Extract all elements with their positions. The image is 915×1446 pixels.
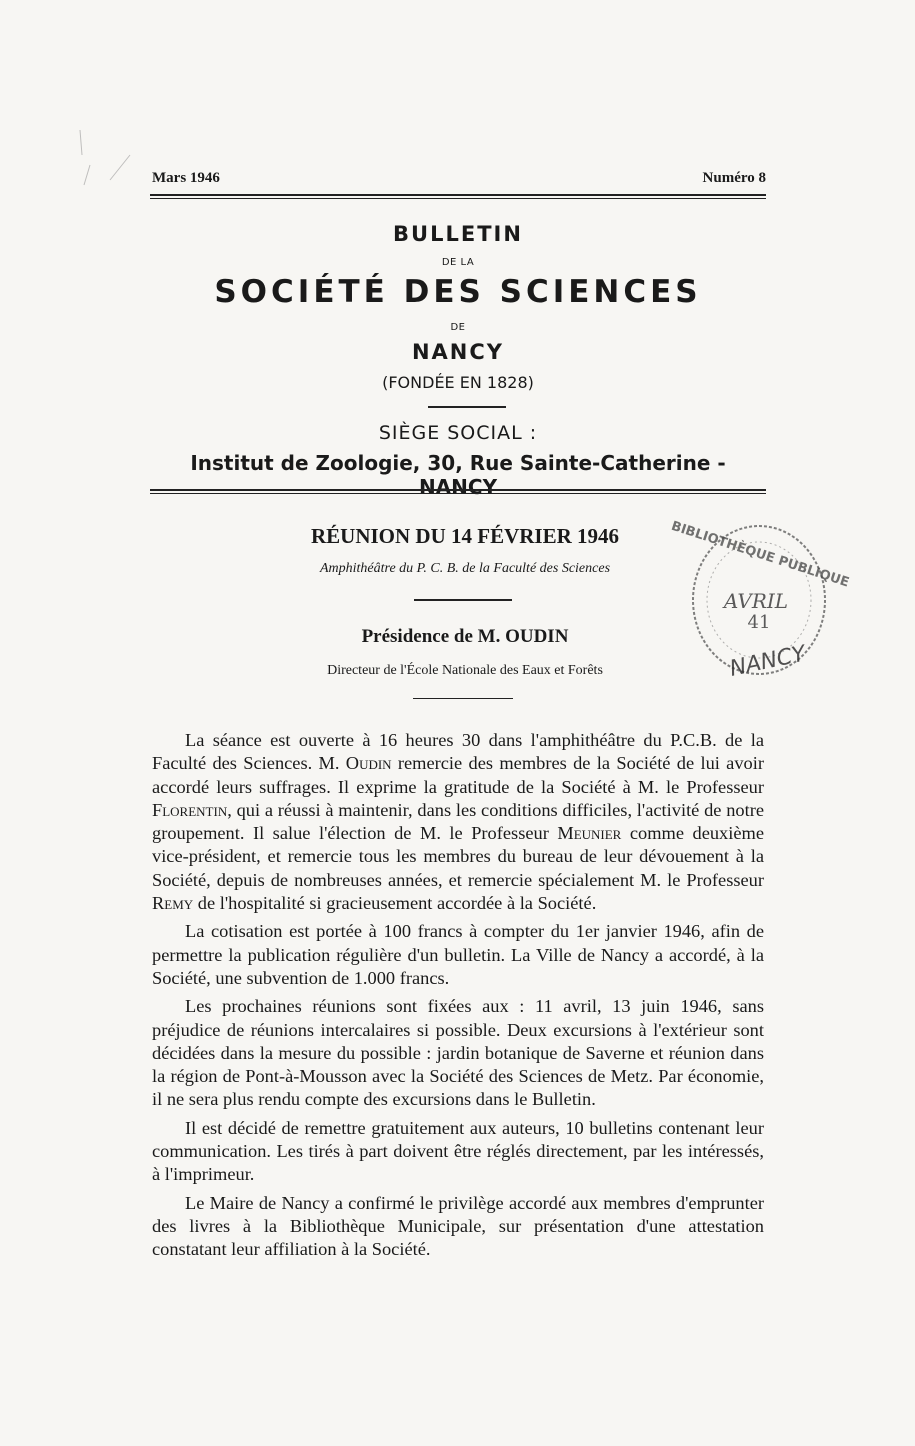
issue-number: Numéro 8 — [702, 170, 766, 186]
society-name: SOCIÉTÉ DES SCIENCES — [214, 274, 702, 310]
paragraph-library: Le Maire de Nancy a confirmé le privilège accordé aux membres d'emprunter des livres à la Bibliothèque Municipale, sur présentation d'une attestation constatant leur affiliation à la Société. — [152, 1192, 764, 1260]
library-stamp — [669, 518, 851, 685]
presidency-line: Présidence de M. OUDIN — [361, 626, 569, 647]
issue-header — [152, 170, 766, 187]
name-remy: Remy — [152, 893, 194, 914]
meeting-minutes — [152, 729, 764, 1267]
de-la-label: DE LA — [441, 257, 475, 268]
stamp-line-3: 41 — [747, 612, 771, 633]
president-role: Directeur de l'École Nationale des Eaux et Forêts — [327, 663, 603, 678]
paragraph-meetings: Les prochaines réunions sont fixées aux : 11 avril, 13 juin 1946, sans préjudice de réunions intercalaires si possible. Deux excursions à l'extérieur sont décidées dans la mesure du possible : jardin botanique de Saverne et réunion dans la région de Pont-à-Mousson avec la Société des Sciences de Metz. Par économie, il ne sera plus rendu compte des excursions dans le Bulletin. — [152, 996, 764, 1110]
name-florentin: Florentin — [152, 799, 228, 820]
paragraph-offprints: Il est décidé de remettre gratuitement aux auteurs, 10 bulletins contenant leur communication. Les tirés à part doivent être réglés directement, par les intéressés, à l'imprimeur. — [152, 1117, 764, 1185]
masthead-bottom-rule — [150, 489, 766, 494]
seat-label: SIÈGE SOCIAL : — [378, 422, 538, 444]
scan-mark-decoration — [70, 125, 140, 215]
meeting-venue: Amphithéâtre du P. C. B. de la Faculté des Sciences — [319, 561, 611, 576]
paragraph-subscription: La cotisation est portée à 100 francs à compter du 1er janvier 1946, afin de permettre la publication régulière d'un bulletin. La Ville de Nancy a accordé, à la Société, une subvention de 1.000 francs. — [152, 921, 764, 988]
name-oudin: Oudin — [345, 753, 392, 774]
stamp-line-1: BIBLIOTHÈQUE PUBLIQUE — [669, 518, 851, 591]
meeting-divider — [414, 599, 512, 601]
section-divider — [413, 698, 513, 699]
issue-date: Mars 1946 — [152, 170, 220, 186]
paragraph-opening: La séance est ouverte à 16 heures 30 dans l'amphithéâtre du P.C.B. de la Faculté des Sciences. M. Oudin remercie des membres de la Société de lui avoir accordé leurs suffrages. Il exprime la gratitude de la Société à M. le Professeur Florentin, qui a réussi à maintenir, dans les conditions difficiles, l'activité de notre groupement. Il salue l'élection de M. le Professeur Meunier comme deuxième vice-président, et remercie tous les membres du bureau de leur dévouement à la Société, depuis de nombreuses années, et remercie spécialement M. le Professeur Remy de l'hospitalité si gracieusement accordée à la Société. — [152, 730, 764, 914]
city-name: NANCY — [411, 340, 505, 364]
name-meunier: Meunier — [557, 823, 622, 844]
stamp-line-2: AVRIL — [723, 589, 789, 613]
stamp-line-4: NANCY — [727, 641, 808, 682]
de-label: DE — [450, 322, 466, 333]
society-address: Institut de Zoologie, 30, Rue Sainte-Catherine - NANCY — [190, 451, 726, 499]
bulletin-title: BULLETIN — [393, 222, 523, 246]
header-rule — [150, 194, 766, 199]
meeting-title: RÉUNION DU 14 FÉVRIER 1946 — [310, 524, 620, 548]
masthead-divider — [428, 406, 506, 408]
founded-line: (FONDÉE EN 1828) — [382, 373, 534, 392]
